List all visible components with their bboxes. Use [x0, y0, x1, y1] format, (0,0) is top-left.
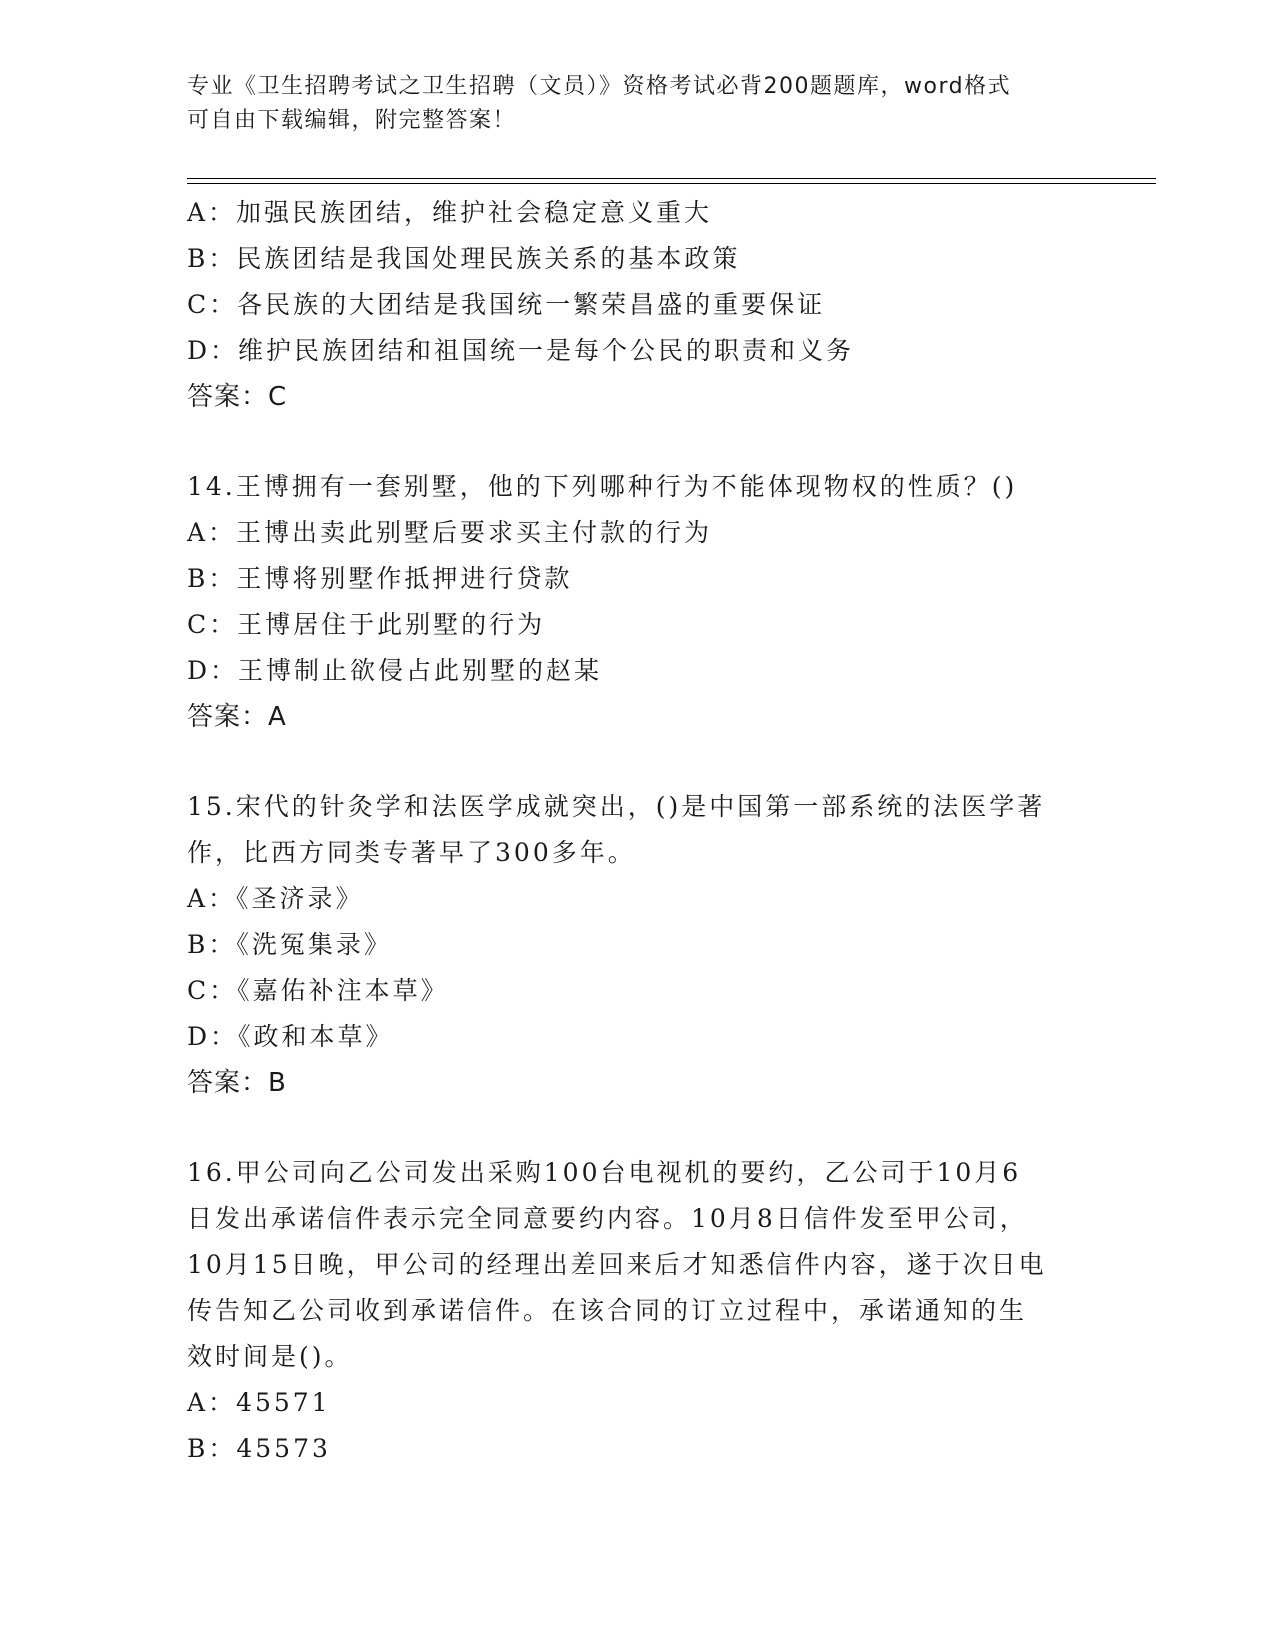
option-c: C：各民族的大团结是我国统一繁荣昌盛的重要保证 — [187, 290, 826, 319]
question-text: 作，比西方同类专著早了300多年。 — [187, 838, 636, 867]
option-b: B：王博将别墅作抵押进行贷款 — [187, 564, 573, 593]
question-text: 10月15日晚，甲公司的经理出差回来后才知悉信件内容，遂于次日电 — [187, 1250, 1047, 1279]
option-c: C：王博居住于此别墅的行为 — [187, 610, 546, 639]
option-b: B：《洗冤集录》 — [187, 930, 392, 959]
option-a: A：加强民族团结，维护社会稳定意义重大 — [187, 198, 713, 227]
option-b: B：民族团结是我国处理民族关系的基本政策 — [187, 244, 741, 273]
question-block — [187, 784, 1087, 1106]
question-block — [187, 464, 1087, 740]
option-d: D：王博制止欲侵占此别墅的赵某 — [187, 656, 603, 685]
question-text: 14.王博拥有一套别墅，他的下列哪种行为不能体现物权的性质？() — [187, 472, 1018, 501]
question-text: 15.宋代的针灸学和法医学成就突出，()是中国第一部系统的法医学著 — [187, 792, 1046, 821]
header-divider-top — [187, 178, 1156, 179]
spacer — [187, 740, 1087, 784]
spacer — [187, 420, 1087, 464]
answer-label: 答案：C — [187, 382, 288, 412]
option-c: C：《嘉佑补注本草》 — [187, 976, 449, 1005]
header-line-1: 专业《卫生招聘考试之卫生招聘（文员）》资格考试必背200题题库，word格式 — [187, 74, 1012, 99]
option-d: D：《政和本草》 — [187, 1022, 394, 1051]
document-header — [187, 70, 1087, 138]
question-block — [187, 1150, 1087, 1472]
header-line-2: 可自由下载编辑，附完整答案！ — [187, 108, 517, 133]
question-text: 效时间是()。 — [187, 1342, 353, 1371]
answer-label: 答案：B — [187, 1068, 287, 1098]
question-block — [187, 190, 1087, 420]
option-a: A：《圣济录》 — [187, 884, 364, 913]
question-list — [187, 190, 1087, 1472]
spacer — [187, 1106, 1087, 1150]
option-a: A：45571 — [187, 1388, 331, 1417]
question-text: 日发出承诺信件表示完全同意要约内容。10月8日信件发至甲公司， — [187, 1204, 1028, 1233]
option-d: D：维护民族团结和祖国统一是每个公民的职责和义务 — [187, 336, 855, 365]
answer-label: 答案：A — [187, 702, 287, 732]
header-divider-bottom — [187, 183, 1156, 184]
question-text: 16.甲公司向乙公司发出采购100台电视机的要约，乙公司于10月6 — [187, 1158, 1022, 1187]
option-b: B：45573 — [187, 1434, 331, 1463]
question-text: 传告知乙公司收到承诺信件。在该合同的订立过程中，承诺通知的生 — [187, 1296, 1028, 1325]
option-a: A：王博出卖此别墅后要求买主付款的行为 — [187, 518, 713, 547]
